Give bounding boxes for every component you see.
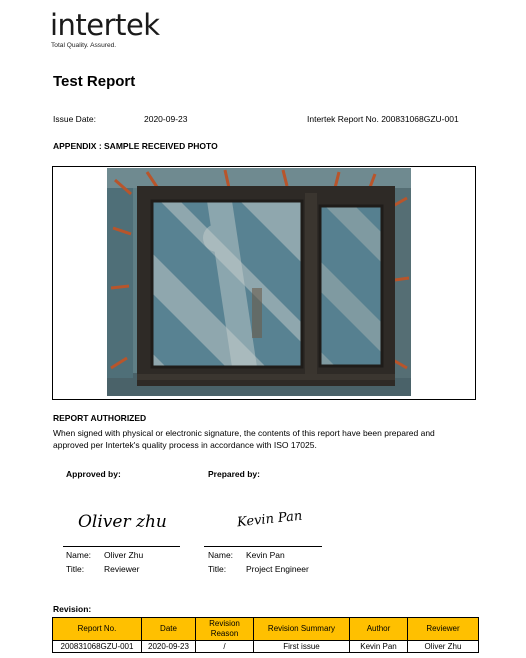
approved-title: Reviewer xyxy=(104,564,140,574)
cell-revision-summary: First issue xyxy=(254,641,350,653)
col-author: Author xyxy=(350,618,408,641)
report-number-line xyxy=(307,114,459,124)
page-title: Test Report xyxy=(53,73,136,90)
table-row xyxy=(53,641,479,653)
approved-signature: Oliver zhu xyxy=(78,512,167,532)
prepared-signature: Kevin Pan xyxy=(236,508,303,531)
cell-revision-reason: / xyxy=(196,641,254,653)
revision-table xyxy=(52,617,479,653)
approved-name-label: Name: xyxy=(66,550,92,560)
appendix-heading: APPENDIX : SAMPLE RECEIVED PHOTO xyxy=(53,141,218,151)
logo-wordmark: intertek xyxy=(50,8,160,42)
revision-heading: Revision: xyxy=(53,604,92,614)
authorized-text-line1: When signed with physical or electronic signature, the contents of this report have been prepared and xyxy=(53,428,435,438)
col-report-no: Report No. xyxy=(53,618,142,641)
col-revision-summary: Revision Summary xyxy=(254,618,350,641)
prepared-title-label: Title: xyxy=(208,564,227,574)
prepared-title: Project Engineer xyxy=(246,564,309,574)
prepared-name-label: Name: xyxy=(208,550,234,560)
col-date: Date xyxy=(142,618,196,641)
cell-reviewer: Oliver Zhu xyxy=(408,641,479,653)
authorized-text-line2: approved per Intertek's quality process in accordance with ISO 17025. xyxy=(53,440,317,450)
issue-date: 2020-09-23 xyxy=(144,114,188,124)
issue-date-label: Issue Date: xyxy=(53,114,96,124)
col-revision-reason: Revision Reason xyxy=(196,618,254,641)
authorized-heading: REPORT AUTHORIZED xyxy=(53,413,147,423)
prepared-by-label: Prepared by: xyxy=(208,469,260,479)
revision-header-row xyxy=(53,618,479,641)
approved-title-label: Title: xyxy=(66,564,85,574)
sample-photo xyxy=(107,168,411,396)
prepared-name: Kevin Pan xyxy=(246,550,285,560)
approved-signature-line xyxy=(63,546,180,547)
approved-by-label: Approved by: xyxy=(66,469,121,479)
report-no-label: Intertek Report No. xyxy=(307,114,379,124)
logo-tagline: Total Quality. Assured. xyxy=(51,42,117,49)
window-sample-image xyxy=(107,168,411,396)
prepared-signature-line xyxy=(204,546,322,547)
cell-date: 2020-09-23 xyxy=(142,641,196,653)
cell-author: Kevin Pan xyxy=(350,641,408,653)
approved-name: Oliver Zhu xyxy=(104,550,144,560)
col-reviewer: Reviewer xyxy=(408,618,479,641)
cell-report-no: 200831068GZU-001 xyxy=(53,641,142,653)
report-no: 200831068GZU-001 xyxy=(381,114,459,124)
intertek-logo xyxy=(50,8,160,42)
